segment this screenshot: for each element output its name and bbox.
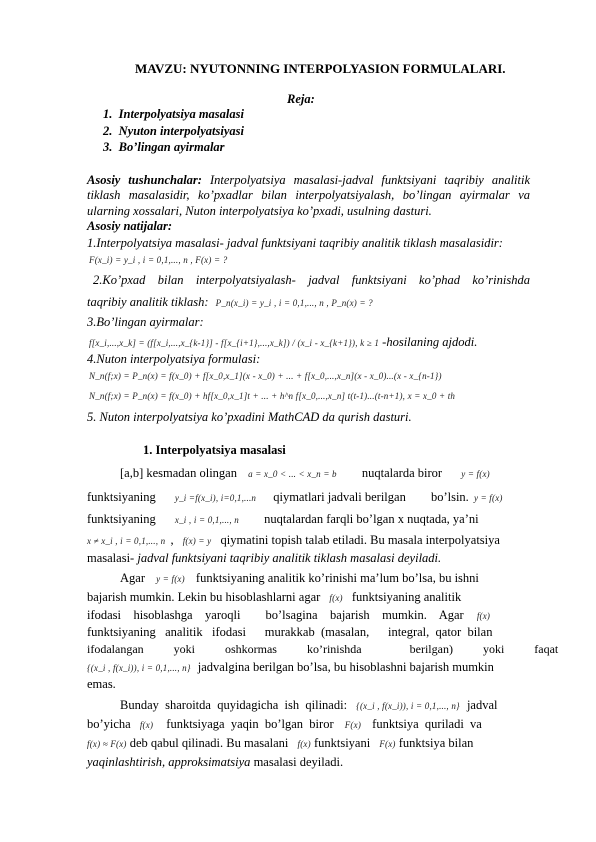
- para1-line-5: [87, 551, 441, 566]
- result-3-line-2: [89, 335, 477, 351]
- plan-item-number: 3.: [103, 140, 113, 154]
- result-2-line-2: [87, 295, 373, 311]
- plan-item-3: [103, 140, 225, 155]
- basic-concepts-line-1: [87, 173, 530, 188]
- para2-formula: f(x): [329, 593, 343, 603]
- para1-formula: a = x_0 < ... < x_n = b: [248, 469, 337, 479]
- para1-formula: x_i , i = 0,1,..., n: [174, 515, 239, 525]
- para1-line-4: x ≠ x_i , i = 0,1,..., n , f(x) = y qiymatini topish talab etiladi. Bu masala interpolyatsiya: [87, 533, 500, 547]
- para2-line-3: [87, 608, 490, 624]
- para3-line-3: [87, 736, 473, 752]
- para1-text: masalasi-: [87, 551, 138, 565]
- para2-text-b: funktsiyaning analitik: [351, 590, 462, 604]
- basic-concepts-text: Interpolyatsiya masalasi-jadval funktsiyani taqribiy analitik: [209, 173, 531, 187]
- para1-text-b: nuqtalardan farqli bo’lgan x nuqtada, ya’ni: [264, 512, 479, 526]
- para3-text: masalasi deyiladi.: [250, 755, 344, 769]
- para2-line-1: [120, 571, 479, 587]
- para2-line-5: ifodalangan yoki oshkormas ko’rinishda berilgan) yoki faqat: [87, 642, 559, 656]
- para2-formula: y = f(x): [156, 574, 185, 584]
- plan-item-text: Bo’lingan ayirmalar: [118, 140, 225, 154]
- para3-text-c: funktsiyani: [313, 736, 371, 750]
- para1-line-3: [87, 512, 479, 528]
- para3-line-4: [87, 755, 343, 770]
- basic-concepts-line-2: tiklash masalasidir, ko’pxadlar bilan interpolyatsiyalash, bo’lingan ayirmalar va: [87, 188, 530, 202]
- para2-text: bajarish mumkin. Lekin bu hisoblashlarni agar: [87, 590, 321, 604]
- result-4-formula-1: N_n(f;x) = P_n(x) = f(x_0) + f[x_0,x_1](x - x_0) + ... + f[x_0,...,x_n](x - x_0)...(x - x_{n-1}): [89, 371, 442, 381]
- para2-formula: {(x_i , f(x_i)), i = 0,1,..., n}: [87, 663, 191, 673]
- para3-text: bo’yicha: [87, 717, 131, 731]
- plan-item-number: 2.: [103, 124, 113, 138]
- para3-text-b: jadval: [466, 698, 498, 712]
- para1-formula: y_i =f(x_i), i=0,1,...n: [174, 493, 257, 503]
- para3-formula: f(x): [139, 720, 154, 730]
- result-1: 1.Interpolyatsiya masalasi- jadval funktsiyani taqribiy analitik tiklash masalasidir:: [87, 236, 503, 250]
- para1-formula-2: y = f(x): [473, 493, 503, 503]
- para2-line-6: [87, 660, 494, 676]
- para1-text-italic: jadval funktsiyani taqribiy analitik tiklash masalasi deyiladi.: [137, 551, 442, 565]
- plan-item-1: [103, 107, 244, 122]
- plan-item-text: Nyuton interpolyatsiyasi: [118, 124, 244, 138]
- para3-line-2: [87, 717, 482, 733]
- para2-text: ifodasi hisoblashga yaroqli bo’lsagina bajarish mumkin. Agar: [87, 608, 464, 622]
- plan-item-text: Interpolyatsiya masalasi: [118, 107, 244, 121]
- result-3-formula: f[x_i,...,x_k] = (f[x_i,...,x_{k-1}] - f[x_{i+1},...,x_k]) / (x_i - x_{k+1}), k ≥ 1: [89, 338, 380, 348]
- para2-text-b: jadvalgina berilgan bo’lsa, bu hisoblashni bajarish mumkin: [197, 660, 494, 674]
- para1-text-b: qiymatlari jadvali berilgan: [273, 490, 406, 504]
- plan-heading: Reja:: [287, 92, 315, 106]
- para1-formula-2: f(x) = y: [182, 536, 212, 546]
- result-3-tail: -hosilaning ajdodi.: [382, 335, 478, 349]
- para3-line-1: [120, 698, 498, 714]
- para1-text: [a,b] kesmadan olingan: [120, 466, 237, 480]
- para2-line-7: emas.: [87, 677, 116, 691]
- para1-text-c: bo’lsin.: [430, 490, 469, 504]
- para2-line-2: [87, 590, 461, 606]
- para3-formula-3: F(x): [379, 739, 396, 749]
- para1-line-2: [87, 490, 503, 506]
- para2-formula: f(x): [476, 611, 491, 621]
- para1-formula: x ≠ x_i , i = 0,1,..., n: [87, 536, 166, 546]
- result-2-text: taqribiy analitik tiklash:: [87, 295, 209, 309]
- section-heading: 1. Interpolyatsiya masalasi: [143, 443, 286, 457]
- para1-formula-2: y = f(x): [461, 469, 490, 479]
- result-4-formula-2: N_n(f;x) = P_n(x) = f(x_0) + hf[x_0,x_1]t + ... + h^n f[x_0,...,x_n] t(t-1)...(t-n+1), x = x_0 + th: [89, 391, 456, 401]
- para3-formula-2: f(x): [297, 739, 311, 749]
- basic-concepts-label: Asosiy tushunchalar:: [87, 173, 202, 187]
- para1-text-b: qiymatini topish talab etiladi. Bu masala interpolyatsiya: [220, 533, 500, 547]
- result-3: 3.Bo’lingan ayirmalar:: [87, 315, 204, 329]
- result-1-formula: F(x_i) = y_i , i = 0,1,..., n , F(x) = ?: [89, 255, 228, 265]
- result-2-line-1: 2.Ko’pxad bilan interpolyatsiyalash- jadval funktsiyani ko’phad ko’rinishda: [93, 273, 530, 287]
- para3-formula: f(x) ≈ F(x): [87, 739, 127, 749]
- para2-line-4: funktsiyaning analitik ifodasi murakkab (masalan, integral, qator bilan: [87, 625, 493, 639]
- result-5: 5. Nuton interpolyatsiya ko’pxadini MathCAD da qurish dasturi.: [87, 410, 412, 424]
- para1-text-b: nuqtalarda biror: [361, 466, 443, 480]
- para1-text: funktsiyaning: [87, 512, 156, 526]
- plan-item-2: [103, 124, 244, 139]
- para3-text-d: funktsiya bilan: [398, 736, 474, 750]
- para1-text: funktsiyaning: [87, 490, 156, 504]
- para2-text: Agar: [120, 571, 145, 585]
- para2-text-b: funktsiyaning analitik ko’rinishi ma’lum bo’lsa, bu ishni: [195, 571, 479, 585]
- plan-item-number: 1.: [103, 107, 113, 121]
- para3-text-b: funktsiyaga yaqin bo’lgan biror: [166, 717, 334, 731]
- para3-text-c: funktsiya quriladi va: [372, 717, 482, 731]
- para3-text-italic: yaqinlashtirish, approksimatsiya: [87, 755, 251, 769]
- result-4: 4.Nuton interpolyatsiya formulasi:: [87, 352, 261, 366]
- page-title: MAVZU: NYUTONNING INTERPOLYASION FORMULALARI.: [135, 61, 506, 76]
- para3-formula-2: F(x): [344, 720, 362, 730]
- para3-formula: {(x_i , f(x_i)), i = 0,1,..., n}: [356, 701, 460, 711]
- para3-text-b: deb qabul qilinadi. Bu masalani: [129, 736, 289, 750]
- result-2-formula: P_n(x_i) = y_i , i = 0,1,..., n , P_n(x) = ?: [215, 298, 373, 308]
- results-heading: Asosiy natijalar:: [87, 219, 173, 233]
- para3-text: Bunday sharoitda quyidagicha ish qilinadi:: [120, 698, 348, 712]
- basic-concepts-line-3: ularning xossalari, Nuton interpolyatsiya ko’pxadi, usulning dasturi.: [87, 204, 432, 218]
- para1-line-1: [120, 466, 490, 482]
